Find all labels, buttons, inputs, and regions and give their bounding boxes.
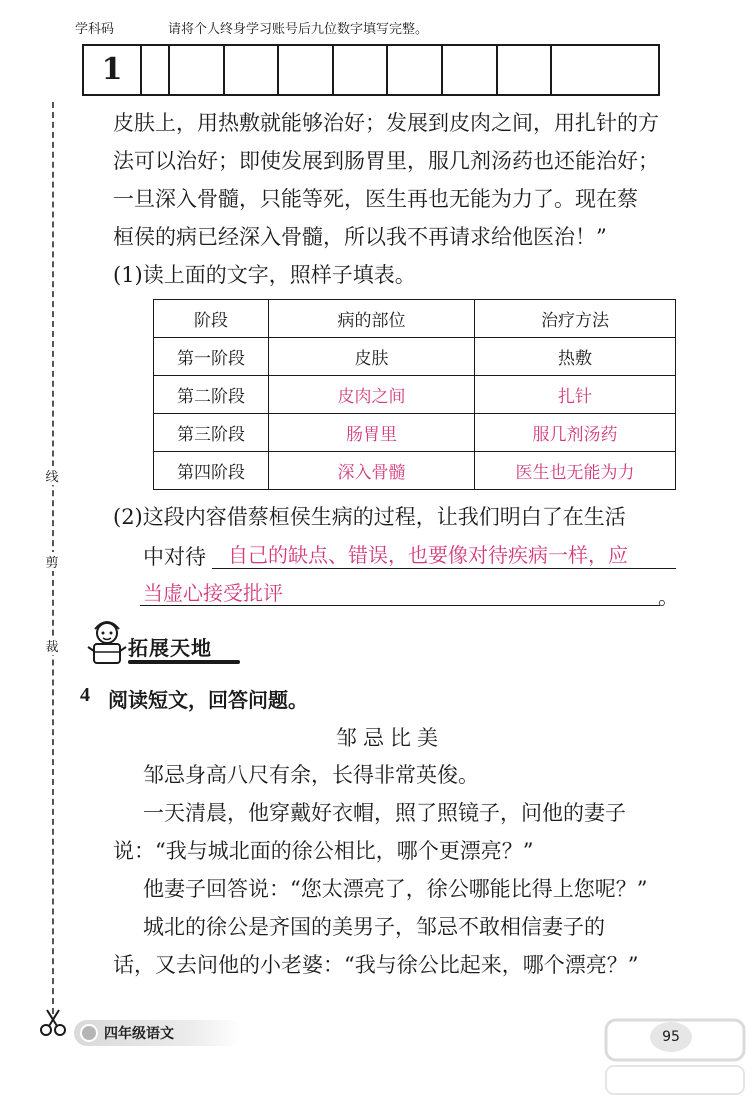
section-title-underline xyxy=(128,660,240,664)
code-digit-cell: 1 xyxy=(84,46,142,94)
code-gap-cell xyxy=(142,46,170,94)
question-2-prefix: 中对待 xyxy=(143,545,206,569)
question-2-answer-line-1[interactable]: 自己的缺点、错误，也要像对待疾病一样，应 xyxy=(228,543,628,567)
section-title: 拓展天地 xyxy=(128,636,212,660)
table-header: 病的部位 xyxy=(269,300,475,338)
table-header: 阶段 xyxy=(154,300,269,338)
badge-dot-icon xyxy=(80,1024,98,1042)
question-2-answer-line-2[interactable]: 当虚心接受批评 xyxy=(143,581,283,605)
question-4-prompt: 阅读短文，回答问题。 xyxy=(108,688,308,712)
passage-line: 皮肤上，用热敷就能够治好；发展到皮肉之间，用扎针的方 xyxy=(113,111,659,135)
part-answer-cell[interactable]: 皮肉之间 xyxy=(269,376,475,414)
table-row xyxy=(154,414,676,452)
method-cell: 热敷 xyxy=(475,338,676,376)
part-answer-cell[interactable]: 肠胃里 xyxy=(269,414,475,452)
story-line: 邹忌身高八尺有余，长得非常英俊。 xyxy=(143,763,479,787)
grade-subject-badge xyxy=(74,1020,242,1046)
table-row xyxy=(154,452,676,490)
scissors-icon xyxy=(38,1008,68,1038)
part-answer-cell[interactable]: 深入骨髓 xyxy=(269,452,475,490)
account-instruction: 请将个人终身学习账号后九位数字填写完整。 xyxy=(168,22,429,37)
question-4-number: 4 xyxy=(80,684,90,706)
cut-line-char: 剪 xyxy=(42,552,62,571)
cut-line-char: 线 xyxy=(42,466,62,485)
stage-table xyxy=(153,299,676,490)
question-1-prompt: (1)读上面的文字，照样子填表。 xyxy=(113,263,416,287)
stage-cell: 第四阶段 xyxy=(154,452,269,490)
story-title: 邹忌比美 xyxy=(336,726,444,750)
code-input-cell[interactable] xyxy=(443,46,498,94)
cut-line-char: 裁 xyxy=(42,636,62,655)
table-header-row xyxy=(154,300,676,338)
question-2-text: (2)这段内容借蔡桓侯生病的过程，让我们明白了在生活 xyxy=(113,505,626,529)
passage-line: 桓侯的病已经深入骨髓，所以我不再请求给他医治！” xyxy=(113,225,607,249)
stage-cell: 第三阶段 xyxy=(154,414,269,452)
method-answer-cell[interactable]: 医生也无能为力 xyxy=(475,452,676,490)
code-input-cell[interactable] xyxy=(388,46,443,94)
story-line: 城北的徐公是齐国的美男子，邹忌不敢相信妻子的 xyxy=(143,915,605,939)
passage-line: 一旦深入骨髓，只能等死，医生再也无能为力了。现在蔡 xyxy=(113,187,638,211)
story-line: 话，又去问他的小老婆：“我与徐公比起来，哪个漂亮？” xyxy=(113,953,639,977)
account-code-box xyxy=(82,44,660,96)
story-line: 一天清晨，他穿戴好衣帽，照了照镜子，问他的妻子 xyxy=(143,801,626,825)
page-number: 95 xyxy=(650,1022,692,1052)
table-header: 治疗方法 xyxy=(475,300,676,338)
story-line: 他妻子回答说：“您太漂亮了，徐公哪能比得上您呢？” xyxy=(143,877,648,901)
code-input-cell[interactable] xyxy=(552,46,607,94)
method-answer-cell[interactable]: 扎针 xyxy=(475,376,676,414)
answer-underline xyxy=(212,568,676,569)
story-line: 说：“我与城北面的徐公相比，哪个更漂亮？” xyxy=(113,839,534,863)
table-row xyxy=(154,376,676,414)
code-input-cell[interactable] xyxy=(170,46,225,94)
code-input-cell[interactable] xyxy=(279,46,334,94)
part-cell: 皮肤 xyxy=(269,338,475,376)
code-input-cell[interactable] xyxy=(334,46,389,94)
code-input-cell[interactable] xyxy=(225,46,280,94)
method-answer-cell[interactable]: 服几剂汤药 xyxy=(475,414,676,452)
passage-line: 法可以治好；即使发展到肠胃里，服几剂汤药也还能治好； xyxy=(113,149,659,173)
stage-cell: 第一阶段 xyxy=(154,338,269,376)
table-row xyxy=(154,338,676,376)
stage-cell: 第二阶段 xyxy=(154,376,269,414)
code-input-cell[interactable] xyxy=(498,46,553,94)
question-2-ending: 。 xyxy=(658,585,679,609)
subject-code-label: 学科码 xyxy=(75,22,115,37)
grade-subject-label: 四年级语文 xyxy=(104,1026,174,1042)
answer-underline xyxy=(140,605,660,606)
cartoon-kid-icon xyxy=(85,617,129,667)
